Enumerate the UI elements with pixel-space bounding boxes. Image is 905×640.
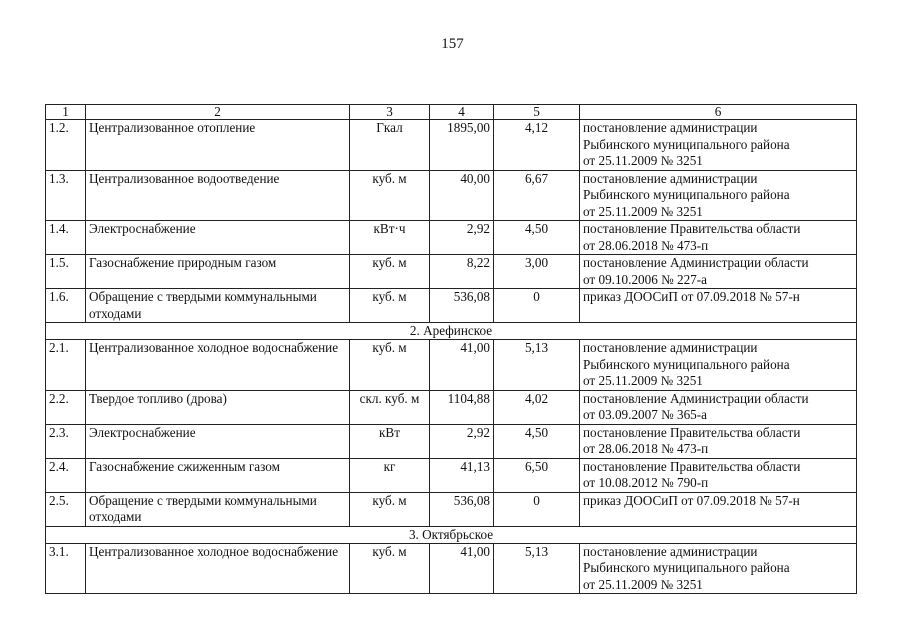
legal-basis-line: Рыбинского муниципального района <box>583 560 790 575</box>
table-header-row <box>46 105 857 120</box>
unit-cell: куб. м <box>350 170 430 221</box>
header-col-3: 3 <box>350 105 430 120</box>
section-title: 3. Октябрьское <box>46 526 857 543</box>
value-col4: 536,08 <box>430 492 494 526</box>
legal-basis-line: Рыбинского муниципального района <box>583 136 790 152</box>
value-col4: 1104,88 <box>430 390 494 424</box>
value-col5: 5,13 <box>494 543 580 594</box>
header-col-2: 2 <box>86 105 350 120</box>
value-col4: 41,00 <box>430 340 494 391</box>
legal-basis <box>580 458 857 492</box>
value-col5: 6,50 <box>494 458 580 492</box>
value-col5: 5,13 <box>494 340 580 391</box>
table-row <box>46 289 857 323</box>
service-name: Централизованное отопление <box>86 120 350 171</box>
legal-basis-line: постановление Администрации области <box>583 255 809 270</box>
section-row <box>46 323 857 340</box>
value-col5: 4,02 <box>494 390 580 424</box>
row-number: 2.5. <box>46 492 86 526</box>
legal-basis-line: постановление администрации <box>583 120 758 135</box>
row-number: 1.3. <box>46 170 86 221</box>
value-col4: 41,00 <box>430 543 494 594</box>
legal-basis-line: от 03.09.2007 № 365-а <box>583 407 708 422</box>
section-row <box>46 526 857 543</box>
legal-basis-line: от 25.11.2009 № 3251 <box>583 153 703 168</box>
value-col4: 40,00 <box>430 170 494 221</box>
service-name: Электроснабжение <box>86 221 350 255</box>
table-body <box>46 105 857 594</box>
legal-basis <box>580 170 857 221</box>
service-name: Централизованное холодное водоснабжение <box>86 340 350 391</box>
value-col4: 2,92 <box>430 424 494 458</box>
header-col-5: 5 <box>494 105 580 120</box>
header-col-6: 6 <box>580 105 857 120</box>
legal-basis <box>580 120 857 171</box>
value-col4: 2,92 <box>430 221 494 255</box>
section-title: 2. Арефинское <box>46 323 857 340</box>
legal-basis-line: приказ ДООСиП от 07.09.2018 № 57-н <box>583 492 800 508</box>
unit-cell: куб. м <box>350 289 430 323</box>
service-name: Электроснабжение <box>86 424 350 458</box>
unit-cell: Гкал <box>350 120 430 171</box>
legal-basis <box>580 390 857 424</box>
value-col4: 536,08 <box>430 289 494 323</box>
value-col5: 3,00 <box>494 255 580 289</box>
unit-cell: скл. куб. м <box>350 390 430 424</box>
service-name: Обращение с твердыми коммунальными отходами <box>86 492 350 526</box>
tariff-table <box>45 104 857 594</box>
legal-basis-line: постановление администрации <box>583 170 758 186</box>
unit-cell: кг <box>350 458 430 492</box>
value-col5: 4,50 <box>494 221 580 255</box>
unit-cell: куб. м <box>350 255 430 289</box>
unit-cell: куб. м <box>350 492 430 526</box>
service-name: Централизованное холодное водоснабжение <box>86 543 350 594</box>
value-col5: 0 <box>494 289 580 323</box>
legal-basis <box>580 289 857 323</box>
row-number: 1.2. <box>46 120 86 171</box>
legal-basis-line: от 25.11.2009 № 3251 <box>583 373 703 388</box>
value-col5: 6,67 <box>494 170 580 221</box>
legal-basis-line: от 09.10.2006 № 227-а <box>583 271 708 287</box>
legal-basis-line: Рыбинского муниципального района <box>583 187 790 202</box>
legal-basis <box>580 255 857 289</box>
legal-basis-line: приказ ДООСиП от 07.09.2018 № 57-н <box>583 289 800 304</box>
legal-basis-line: от 10.08.2012 № 790-п <box>583 475 709 490</box>
legal-basis-line: от 25.11.2009 № 3251 <box>583 203 703 219</box>
legal-basis <box>580 424 857 458</box>
value-col4: 1895,00 <box>430 120 494 171</box>
service-name: Газоснабжение сжиженным газом <box>86 458 350 492</box>
row-number: 2.2. <box>46 390 86 424</box>
legal-basis <box>580 221 857 255</box>
service-name: Твердое топливо (дрова) <box>86 390 350 424</box>
header-col-4: 4 <box>430 105 494 120</box>
row-number: 2.1. <box>46 340 86 391</box>
legal-basis <box>580 340 857 391</box>
table-row <box>46 255 857 289</box>
table-row <box>46 424 857 458</box>
row-number: 1.6. <box>46 289 86 323</box>
table-row <box>46 543 857 594</box>
value-col5: 0 <box>494 492 580 526</box>
legal-basis-line: от 28.06.2018 № 473-п <box>583 237 709 253</box>
legal-basis-line: постановление Правительства области <box>583 458 801 474</box>
value-col5: 4,50 <box>494 424 580 458</box>
legal-basis <box>580 492 857 526</box>
row-number: 2.4. <box>46 458 86 492</box>
page-number: 157 <box>441 36 464 52</box>
legal-basis <box>580 543 857 594</box>
header-col-1: 1 <box>46 105 86 120</box>
table-row <box>46 120 857 171</box>
service-name: Обращение с твердыми коммунальными отходами <box>86 289 350 323</box>
table-row <box>46 492 857 526</box>
legal-basis-line: Рыбинского муниципального района <box>583 356 790 372</box>
legal-basis-line: постановление администрации <box>583 543 758 559</box>
legal-basis-line: постановление Правительства области <box>583 221 801 236</box>
unit-cell: кВт·ч <box>350 221 430 255</box>
row-number: 2.3. <box>46 424 86 458</box>
value-col5: 4,12 <box>494 120 580 171</box>
row-number: 1.5. <box>46 255 86 289</box>
table-row <box>46 390 857 424</box>
legal-basis-line: постановление администрации <box>583 340 758 355</box>
value-col4: 41,13 <box>430 458 494 492</box>
service-name: Централизованное водоотведение <box>86 170 350 221</box>
legal-basis-line: постановление Правительства области <box>583 424 801 440</box>
legal-basis-line: от 25.11.2009 № 3251 <box>583 576 703 592</box>
table-row <box>46 340 857 391</box>
row-number: 3.1. <box>46 543 86 594</box>
unit-cell: куб. м <box>350 543 430 594</box>
unit-cell: кВт <box>350 424 430 458</box>
legal-basis-line: постановление Администрации области <box>583 390 809 406</box>
service-name: Газоснабжение природным газом <box>86 255 350 289</box>
value-col4: 8,22 <box>430 255 494 289</box>
table-row <box>46 170 857 221</box>
unit-cell: куб. м <box>350 340 430 391</box>
legal-basis-line: от 28.06.2018 № 473-п <box>583 441 709 456</box>
table-row <box>46 458 857 492</box>
table-row <box>46 221 857 255</box>
row-number: 1.4. <box>46 221 86 255</box>
